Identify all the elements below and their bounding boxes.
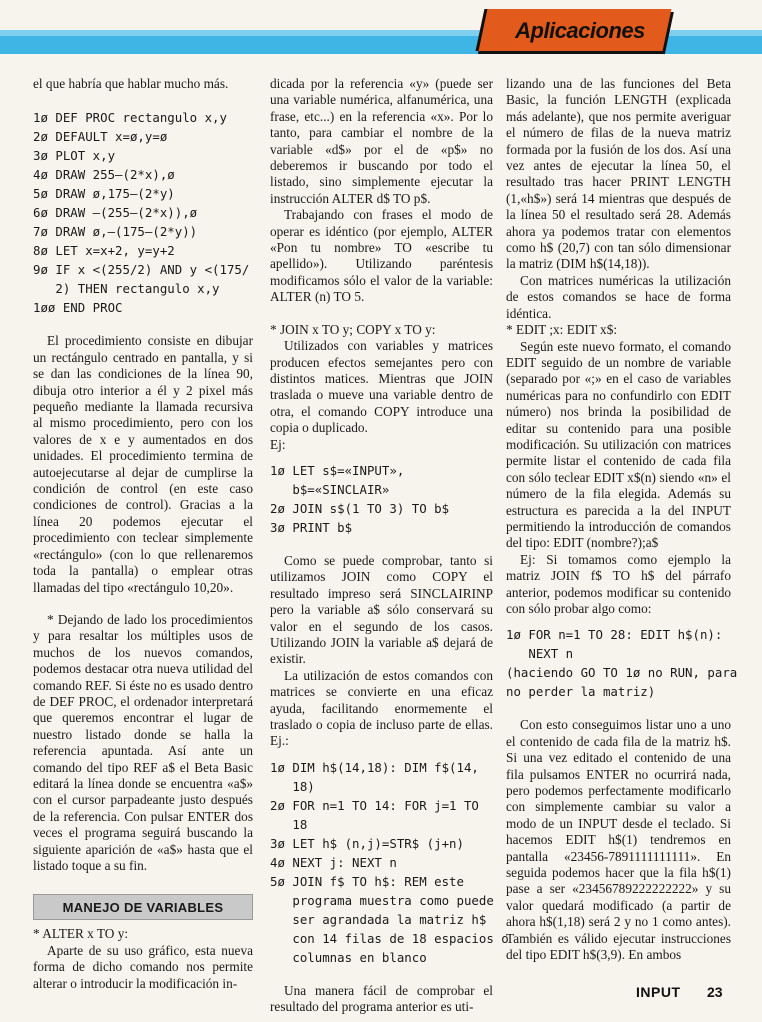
code-line: 2ø JOIN s$(1 TO 3) TO b$ xyxy=(270,500,450,516)
paragraph: Con esto conseguimos listar uno a uno el contenido de cada fila de la matriz h$. Si una vez editado el contenido de una fila pulsamos ENTER no ocurrirá nada, pero podemos perfectamente modificarlo con simplemente cambiar su valor a modo de un INPUT desde el teclado. Si hacemos EDIT h$(1) tendremos en pantalla «23456-7891111111111». En seguida podemos hacer que la fila h$(1) pase a ser «23456789222222222» y su valor quedará modificado (a partir de ahora h$(1,18) será 2 y no 1 como antes). También es válido ejecutar instrucciones del tipo EDIT h$(3,9). En ambos xyxy=(506,717,731,963)
paragraph: Ej: xyxy=(270,436,286,452)
code-line: 3ø PLOT x,y xyxy=(33,148,116,164)
code-line: 1ø DIM h$(14,18): DIM f$(14, xyxy=(270,759,479,775)
paragraph: Aparte de su uso gráfico, esta nueva forma de dicho comando nos permite alterar o introducir la modificación in- xyxy=(33,942,253,991)
paragraph: Con matrices numéricas la utilización de estos comandos se hace de forma idéntica. xyxy=(506,272,731,321)
paragraph: Trabajando con frases el modo de operar es idéntico (por ejemplo, ALTER «Pon tu nombre» TO «escribe tu apellido»). Utilizando paréntesis modificamos sólo el valor de la variable: ALTER (n) TO 5. xyxy=(270,207,493,305)
code-listing xyxy=(270,758,509,967)
paragraph: El procedimiento consiste en dibujar un rectángulo centrado en pantalla, y si se dan las condiciones de la línea 90, dibuja otro interior a él y 2 pixel más pequeño mediante la llamada recursiva al mismo procedimiento, pero con los valores de x e y aumentados en dos unidades. El procedimiento termina de autoejecutarse al dejar de cumplirse la condición de control (en este caso condiciones de control). Gracias a la línea 20 podemos ejecutar el procedimiento con teclear simplemente «rectángulo» (con lo que rellenaremos toda la pantalla) o emplear otras llamadas del tipo «rectángulo 10,20». xyxy=(33,333,253,595)
column-1 xyxy=(33,76,253,992)
code-listing xyxy=(270,461,493,537)
column-3 xyxy=(506,76,738,964)
paragraph: Según este nuevo formato, el comando EDIT seguido de un nombre de variable (separado por «;» en el caso de variables numéricas para no confundirlo con EDIT número) nos brinda la posibilidad de editar su contenido para una posible modificación. Su utilización con matrices permite listar el contenido de cada fila con sólo teclear EDIT x$(n) siendo «n» el número de la fila elegida. Además su estructura es parecida a la del INPUT permitiendo la introducción de comandos del tipo: EDIT (nombre?);a$ xyxy=(506,338,731,551)
magazine-brand: INPUT xyxy=(636,984,681,1000)
code-line: b$=«SINCLAIR» xyxy=(270,481,390,497)
paragraph: Como se puede comprobar, tanto si utilizamos JOIN como COPY el resultado impreso será SINCLAIRINP pero la variable a$ sólo conservará su valor en el segundo de los casos. Utilizando JOIN la variable a$ dejará de existir. xyxy=(270,552,493,667)
code-listing xyxy=(33,108,253,317)
code-line: 1ø FOR n=1 TO 28: EDIT h$(n): xyxy=(506,627,723,643)
paragraph: * ALTER x TO y: xyxy=(33,926,129,942)
code-line: NEXT n xyxy=(506,646,574,662)
code-listing xyxy=(506,625,738,701)
code-line: 7ø DRAW ø,–(175–(2*y)) xyxy=(33,224,198,240)
code-line: programa muestra como puede xyxy=(270,892,494,908)
paragraph: La utilización de estos comandos con matrices se convierte en una eficaz ayuda, facilitando enormemente el traslado o copia de incluso parte de ellas. Ej.: xyxy=(270,667,493,749)
paragraph: Utilizados con variables y matrices producen efectos semejantes pero con distintos matices. Mientras que JOIN traslada o mueve una variable dentro de otra, el comando COPY introduce una copia o duplicado. xyxy=(270,338,493,436)
paragraph: el que habría que hablar mucho más. xyxy=(33,76,229,91)
code-line: 18) xyxy=(270,778,315,794)
paragraph: * Dejando de lado los procedimientos y para resaltar los múltiples usos de muchos de los nuevos comandos, podemos destacar otra nueva utilidad del comando REF. Si éste no es usado dentro de DEF PROC, el ordenador interpretará que queremos encontrar el lugar de nuestro listado donde se halla la referencia apuntada. Así ante un comando del tipo REF a$ el Beta Basic editará la línea donde se encuentra «a$» con el cursor parpadeante justo después de la referencia. Con pulsar ENTER dos veces el programa seguirá buscando la siguiente aparición de «a$» hasta que el listado toque a su fin. xyxy=(33,611,253,873)
code-line: 4ø DRAW 255–(2*x),ø xyxy=(33,167,175,183)
paragraph: * EDIT ;x: EDIT x$: xyxy=(506,322,618,338)
code-line: ser agrandada la matriz h$ xyxy=(270,911,487,927)
code-line: 2ø DEFAULT x=ø,y=ø xyxy=(33,129,168,145)
code-line: 3ø LET h$ (n,j)=STR$ (j+n) xyxy=(270,835,464,851)
code-line: 1ø DEF PROC rectangulo x,y xyxy=(33,110,227,126)
paragraph: lizando una de las funciones del Beta Basic, la función LENGTH (explicada más adelante), que nos permite averiguar el número de filas de la nueva matriz formada por la fusión de los dos. Así una vez antes de ejecutar la línea 50, el resultado tras hacer PRINT LENGTH (1,«h$») será 14 mientras que después de la línea 50 el resultado será 28. Además ahora ya podemos tratar con elementos como h$ (20,7) con tan sólo dimensionar la matriz (DIM h$(14,18)). xyxy=(506,76,731,272)
code-line: 9ø IF x <(255/2) AND y <(175/ xyxy=(33,262,250,278)
code-line: (haciendo GO TO 1ø no RUN, para xyxy=(506,665,738,681)
code-line: 5ø DRAW ø,175–(2*y) xyxy=(33,186,175,202)
code-line: 3ø PRINT b$ xyxy=(270,519,353,535)
code-line: 5ø JOIN f$ TO h$: REM este xyxy=(270,873,464,889)
column-2 xyxy=(270,76,509,1016)
code-line: 2) THEN rectangulo x,y xyxy=(33,281,220,297)
paragraph: * JOIN x TO y; COPY x TO y: xyxy=(270,321,436,337)
code-line: no perder la matriz) xyxy=(506,684,656,700)
code-line: 4ø NEXT j: NEXT n xyxy=(270,854,397,870)
code-line: 6ø DRAW –(255–(2*x)),ø xyxy=(33,205,198,221)
section-heading: MANEJO DE VARIABLES xyxy=(33,894,253,920)
code-line: 18 xyxy=(270,816,308,832)
code-line: 1øø END PROC xyxy=(33,300,123,316)
code-line: con 14 filas de 18 espacios o xyxy=(270,930,509,946)
section-title: Aplicaciones xyxy=(515,18,645,43)
paragraph: Ej: Si tomamos como ejemplo la matriz JOIN f$ TO h$ del párrafo anterior, podemos modificar su contenido con sólo probar algo como: xyxy=(506,551,731,616)
code-line: columnas en blanco xyxy=(270,949,427,965)
code-line: 2ø FOR n=1 TO 14: FOR j=1 TO xyxy=(270,797,479,813)
code-line: 8ø LET x=x+2, y=y+2 xyxy=(33,243,175,259)
code-line: 1ø LET s$=«INPUT», xyxy=(270,462,405,478)
paragraph: Una manera fácil de comprobar el resultado del programa anterior es uti- xyxy=(270,982,493,1015)
page-number: 23 xyxy=(707,984,723,1000)
paragraph: dicada por la referencia «y» (puede ser una variable numérica, alfanumérica, una frase, etc...) en la referencia «x». Por lo tanto, para cambiar el nombre de la variable «d$» por el de «p$» no deberemos ir buscando por todo el listado, sino simplemente ejecutar la instrucción ALTER d$ TO p$. xyxy=(270,76,493,206)
